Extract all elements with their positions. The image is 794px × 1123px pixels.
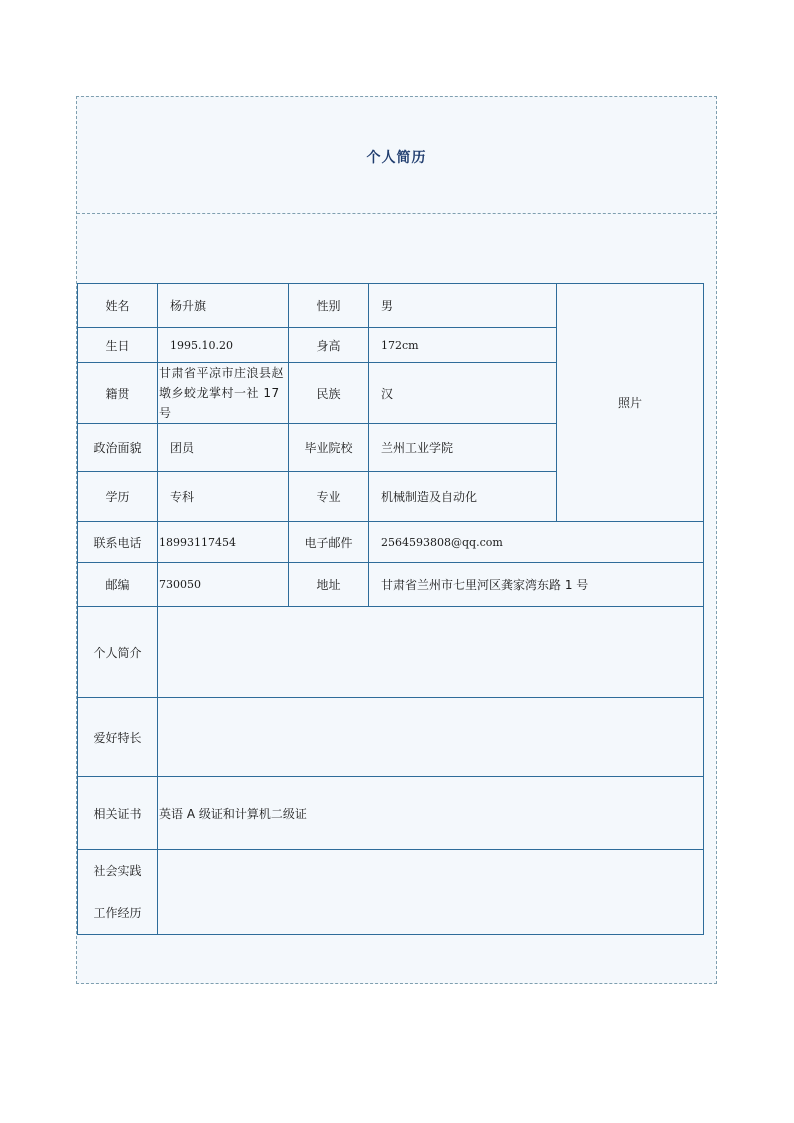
page-title: 个人简历 — [366, 150, 427, 166]
political-value: 团员 — [158, 424, 289, 472]
native-line-2: 墩乡蛟龙掌村一社 17 号 — [159, 386, 280, 420]
table-row — [78, 563, 704, 607]
birth-label: 生日 — [78, 328, 158, 363]
name-label: 姓名 — [78, 284, 158, 328]
school-label: 毕业院校 — [289, 424, 369, 472]
birth-value: 1995.10.20 — [158, 328, 289, 363]
ethnicity-label: 民族 — [289, 363, 369, 424]
education-value: 专科 — [158, 472, 289, 522]
education-label: 学历 — [78, 472, 158, 522]
address-value: 甘肃省兰州市七里河区龚家湾东路 1 号 — [369, 563, 704, 607]
hobbies-value — [158, 698, 704, 777]
intro-value — [158, 607, 704, 698]
postcode-label: 邮编 — [78, 563, 158, 607]
address-label: 地址 — [289, 563, 369, 607]
email-value: 2564593808@qq.com — [369, 522, 704, 563]
header-band — [77, 97, 716, 214]
certificates-label: 相关证书 — [78, 777, 158, 850]
height-label: 身高 — [289, 328, 369, 363]
hobbies-label: 爱好特长 — [78, 698, 158, 777]
native-label: 籍贯 — [78, 363, 158, 424]
table-row — [78, 522, 704, 563]
table-row — [78, 284, 704, 328]
school-value: 兰州工业学院 — [369, 424, 557, 472]
postcode-value: 730050 — [158, 563, 289, 607]
native-line-1: 甘肃省平凉市庄浪县赵 — [159, 366, 285, 380]
political-label: 政治面貌 — [78, 424, 158, 472]
intro-label: 个人简介 — [78, 607, 158, 698]
practice-label: 社会实践 — [93, 864, 142, 878]
experience-value — [158, 850, 704, 935]
resume-table — [77, 283, 704, 935]
ethnicity-value: 汉 — [369, 363, 557, 424]
major-value: 机械制造及自动化 — [369, 472, 557, 522]
email-label: 电子邮件 — [289, 522, 369, 563]
table-row — [78, 607, 704, 698]
name-value: 杨升旗 — [158, 284, 289, 328]
phone-label: 联系电话 — [78, 522, 158, 563]
work-label: 工作经历 — [93, 906, 142, 920]
table-row — [78, 698, 704, 777]
phone-value: 18993117454 — [158, 522, 289, 563]
photo-cell: 照片 — [557, 284, 704, 522]
gender-value: 男 — [369, 284, 557, 328]
experience-label — [78, 850, 158, 935]
gender-label: 性别 — [289, 284, 369, 328]
height-value: 172cm — [369, 328, 557, 363]
major-label: 专业 — [289, 472, 369, 522]
native-value — [158, 363, 289, 424]
certificates-value: 英语 A 级证和计算机二级证 — [158, 777, 704, 850]
table-row — [78, 777, 704, 850]
table-row — [78, 850, 704, 935]
